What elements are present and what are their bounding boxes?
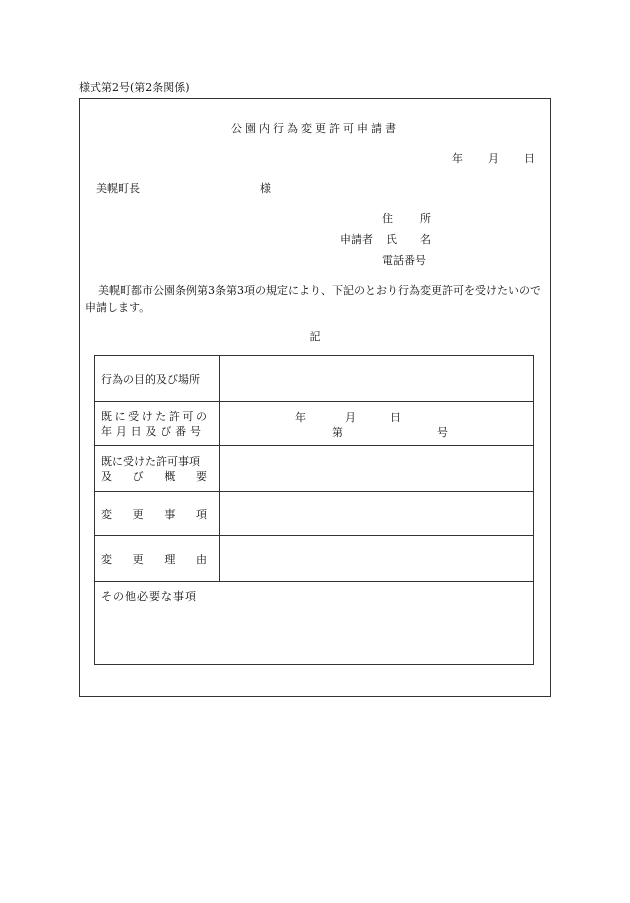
applicant-address-label-1: 住 xyxy=(382,212,393,225)
change-items-label: 変 更 事 項 xyxy=(95,492,220,536)
applicant-name-label-2: 名 xyxy=(420,233,431,246)
permit-go: 号 xyxy=(437,426,448,439)
purpose-place-field[interactable] xyxy=(220,356,534,402)
table-row xyxy=(95,492,534,536)
purpose-place-label: 行為の目的及び場所 xyxy=(95,356,220,402)
change-reason-label: 変 更 理 由 xyxy=(95,536,220,582)
table-row xyxy=(95,356,534,402)
date-day: 日 xyxy=(524,152,535,165)
applicant-address-label-2: 所 xyxy=(420,212,431,225)
date-year: 年 xyxy=(452,152,463,165)
form-number-label: 様式第2号(第2条関係) xyxy=(79,81,190,94)
addressee-name: 美幌町長 xyxy=(96,182,140,195)
permit-month: 月 xyxy=(345,411,356,424)
prior-permit-matters-field[interactable] xyxy=(220,446,534,492)
addressee-honorific: 様 xyxy=(260,182,271,195)
other-matters-label: その他必要な事項 xyxy=(101,590,197,603)
date-month: 月 xyxy=(488,152,499,165)
permit-year: 年 xyxy=(295,411,306,424)
prior-permit-date-field[interactable] xyxy=(220,402,534,446)
change-reason-field[interactable] xyxy=(220,536,534,582)
table-row xyxy=(95,582,534,665)
table-row xyxy=(95,446,534,492)
form-title: 公園内行為変更許可申請書 xyxy=(231,122,399,135)
ki-heading: 記 xyxy=(309,330,321,343)
other-matters-cell[interactable] xyxy=(95,582,534,665)
prior-permit-date-label: 既 に 受 け た 許 可 の 年 月 日 及 び 番 号 xyxy=(95,402,220,446)
change-items-field[interactable] xyxy=(220,492,534,536)
permit-day: 日 xyxy=(390,411,401,424)
table-row xyxy=(95,402,534,446)
application-table xyxy=(94,355,534,665)
application-statement: 美幌町都市公園条例第3条第3項の規定により、下記のとおり行為変更許可を受けたいので申請します。 xyxy=(85,284,541,314)
prior-permit-matters-label: 既に受けた許可事項 及 び 概 要 xyxy=(95,446,220,492)
applicant-name-label-1: 氏 xyxy=(386,233,397,246)
applicant-role-label: 申請者 xyxy=(340,233,373,246)
table-row xyxy=(95,536,534,582)
applicant-phone-label: 電話番号 xyxy=(382,254,426,267)
permit-dai: 第 xyxy=(332,426,343,439)
